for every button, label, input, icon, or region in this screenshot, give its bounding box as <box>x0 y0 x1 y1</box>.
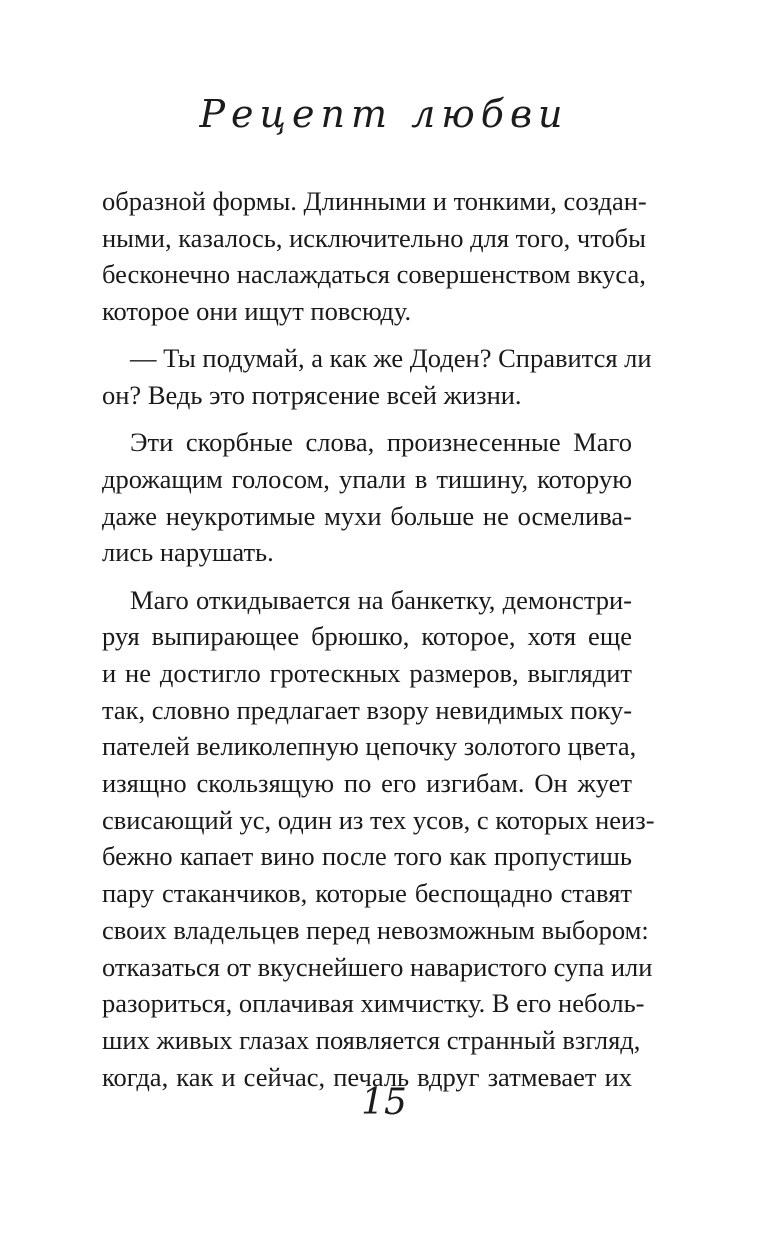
paragraph <box>102 424 632 571</box>
text-line: бежно капает вино после того как пропустишь <box>102 841 632 872</box>
text-line: образной формы. Длинными и тонкими, создан- <box>102 186 647 216</box>
text-line: он? Ведь это потрясение всей жизни. <box>102 380 522 411</box>
text-line: лись нарушать. <box>102 537 274 568</box>
text-line: отказаться от вкуснейшего наваристого супа или <box>102 951 653 982</box>
text-line: бесконечно наслаждаться совершенством вкуса, <box>102 259 646 290</box>
text-line: Эти скорбные слова, произнесенные Маго <box>130 427 632 458</box>
text-line: так, словно предлагает взору невидимых поку- <box>102 694 633 725</box>
body-text <box>102 183 655 1106</box>
paragraph <box>102 183 647 330</box>
text-line: — Ты подумай, а как же Доден? Справится ли <box>130 343 652 374</box>
text-line: и не достигло гротескных размеров, выглядит <box>102 657 632 688</box>
text-line: пателей великолепную цепочку золотого цвета, <box>102 731 637 762</box>
text-line: даже неукротимые мухи больше не осмелива- <box>102 500 632 531</box>
page-number: 15 <box>361 1082 407 1123</box>
paragraph <box>102 582 655 1096</box>
text-line: Маго откидывается на банкетку, демонстри- <box>130 584 632 615</box>
paragraph <box>102 340 652 413</box>
text-line: изящно скользящую по его изгибам. Он жует <box>102 768 632 799</box>
text-line: пару стаканчиков, которые беспощадно ставят <box>102 878 632 909</box>
text-line: разориться, оплачивая химчистку. В его неболь- <box>102 988 645 1019</box>
text-line: ными, казалось, исключительно для того, чтобы <box>102 222 646 253</box>
text-line: ших живых глазах появляется странный взгляд, <box>102 1024 641 1055</box>
running-head: Рецепт любви <box>199 92 569 136</box>
text-line: своих владельцев перед невозможным выбором: <box>102 914 649 945</box>
text-line: когда, как и сейчас, печаль вдруг затмевает их <box>102 1061 632 1092</box>
text-line: которое они ищут повсюду. <box>102 296 412 327</box>
text-line: дрожащим голосом, упали в тишину, которую <box>102 463 632 494</box>
text-line: свисающий ус, один из тех усов, с которых неиз- <box>102 804 655 835</box>
text-line: руя выпирающее брюшко, которое, хотя еще <box>102 621 632 652</box>
